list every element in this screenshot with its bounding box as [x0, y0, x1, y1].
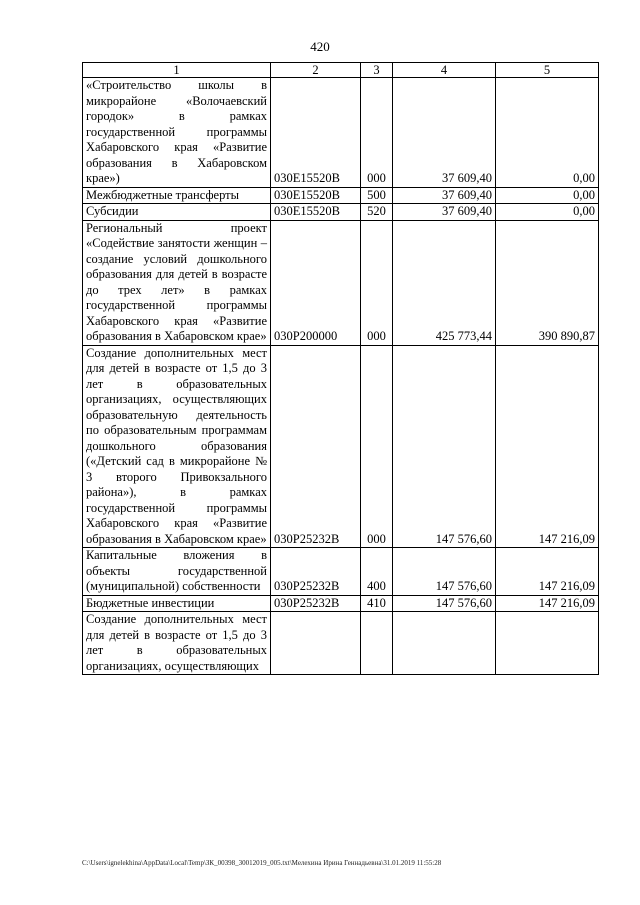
header-col-1: 1 — [83, 63, 271, 78]
row-amount-b: 147 216,09 — [496, 345, 599, 548]
row-amount-b — [496, 612, 599, 675]
row-type: 500 — [361, 187, 393, 204]
row-code: 030P25232B — [271, 345, 361, 548]
table-row — [83, 595, 599, 612]
row-code — [271, 612, 361, 675]
row-code: 030P25232B — [271, 595, 361, 612]
row-amount-a: 147 576,60 — [393, 548, 496, 596]
row-code: 030P200000 — [271, 220, 361, 345]
row-amount-a: 37 609,40 — [393, 78, 496, 188]
header-col-2: 2 — [271, 63, 361, 78]
row-code: 030E15520B — [271, 204, 361, 221]
row-name: «Строительство школы в микрорайоне «Волочаевский городок» в рамках государственной программы Хабаровского края «Развитие образования в Хабаровском крае») — [83, 78, 271, 188]
row-name: Субсидии — [83, 204, 271, 221]
row-amount-b: 147 216,09 — [496, 595, 599, 612]
row-code: 030E15520B — [271, 187, 361, 204]
row-amount-a: 147 576,60 — [393, 595, 496, 612]
row-name: Региональный проект «Содействие занятости женщин – создание условий дошкольного образования для детей в возрасте до трех лет» в рамках государственной программы Хабаровского края «Развитие образования в Хабаровском крае» — [83, 220, 271, 345]
row-amount-a: 37 609,40 — [393, 204, 496, 221]
row-name: Бюджетные инвестиции — [83, 595, 271, 612]
header-row — [83, 63, 599, 78]
table-row — [83, 187, 599, 204]
row-amount-a — [393, 612, 496, 675]
row-code: 030P25232B — [271, 548, 361, 596]
table-row — [83, 220, 599, 345]
table-row — [83, 548, 599, 596]
row-type: 000 — [361, 220, 393, 345]
header-col-5: 5 — [496, 63, 599, 78]
page-number: 420 — [310, 39, 330, 54]
row-amount-b: 390 890,87 — [496, 220, 599, 345]
row-amount-b: 0,00 — [496, 78, 599, 188]
table-row — [83, 612, 599, 675]
row-name: Межбюджетные трансферты — [83, 187, 271, 204]
row-type: 000 — [361, 345, 393, 548]
row-amount-b: 0,00 — [496, 187, 599, 204]
row-amount-a: 425 773,44 — [393, 220, 496, 345]
row-name: Капитальные вложения в объекты государственной (муниципальной) собственности — [83, 548, 271, 596]
file-path-footer: C:\Users\ignelekhina\AppData\Local\Temp\ЗК_00398_30012019_005.txt\Мелехина Ирина Геннадьевна\31.01.2019 11:55:28 — [82, 859, 442, 867]
row-amount-b: 0,00 — [496, 204, 599, 221]
row-amount-b: 147 216,09 — [496, 548, 599, 596]
header-col-4: 4 — [393, 63, 496, 78]
table-row — [83, 345, 599, 548]
row-amount-a: 37 609,40 — [393, 187, 496, 204]
row-type: 400 — [361, 548, 393, 596]
row-type — [361, 612, 393, 675]
row-type: 000 — [361, 78, 393, 188]
table-row — [83, 204, 599, 221]
table-row — [83, 78, 599, 188]
row-name: Создание дополнительных мест для детей в возрасте от 1,5 до 3 лет в образовательных организациях, осуществляющих образовательную деятельность по образовательным программам дошкольного образования («Детский сад в микрорайоне № 3 второго Привокзального района»), в рамках государственной программы Хабаровского края «Развитие образования в Хабаровском крае» — [83, 345, 271, 548]
row-name: Создание дополнительных мест для детей в возрасте от 1,5 до 3 лет в образовательных организациях, осуществляющих — [83, 612, 271, 675]
row-code: 030E15520B — [271, 78, 361, 188]
row-type: 410 — [361, 595, 393, 612]
header-col-3: 3 — [361, 63, 393, 78]
row-type: 520 — [361, 204, 393, 221]
row-amount-a: 147 576,60 — [393, 345, 496, 548]
budget-table — [82, 62, 599, 675]
